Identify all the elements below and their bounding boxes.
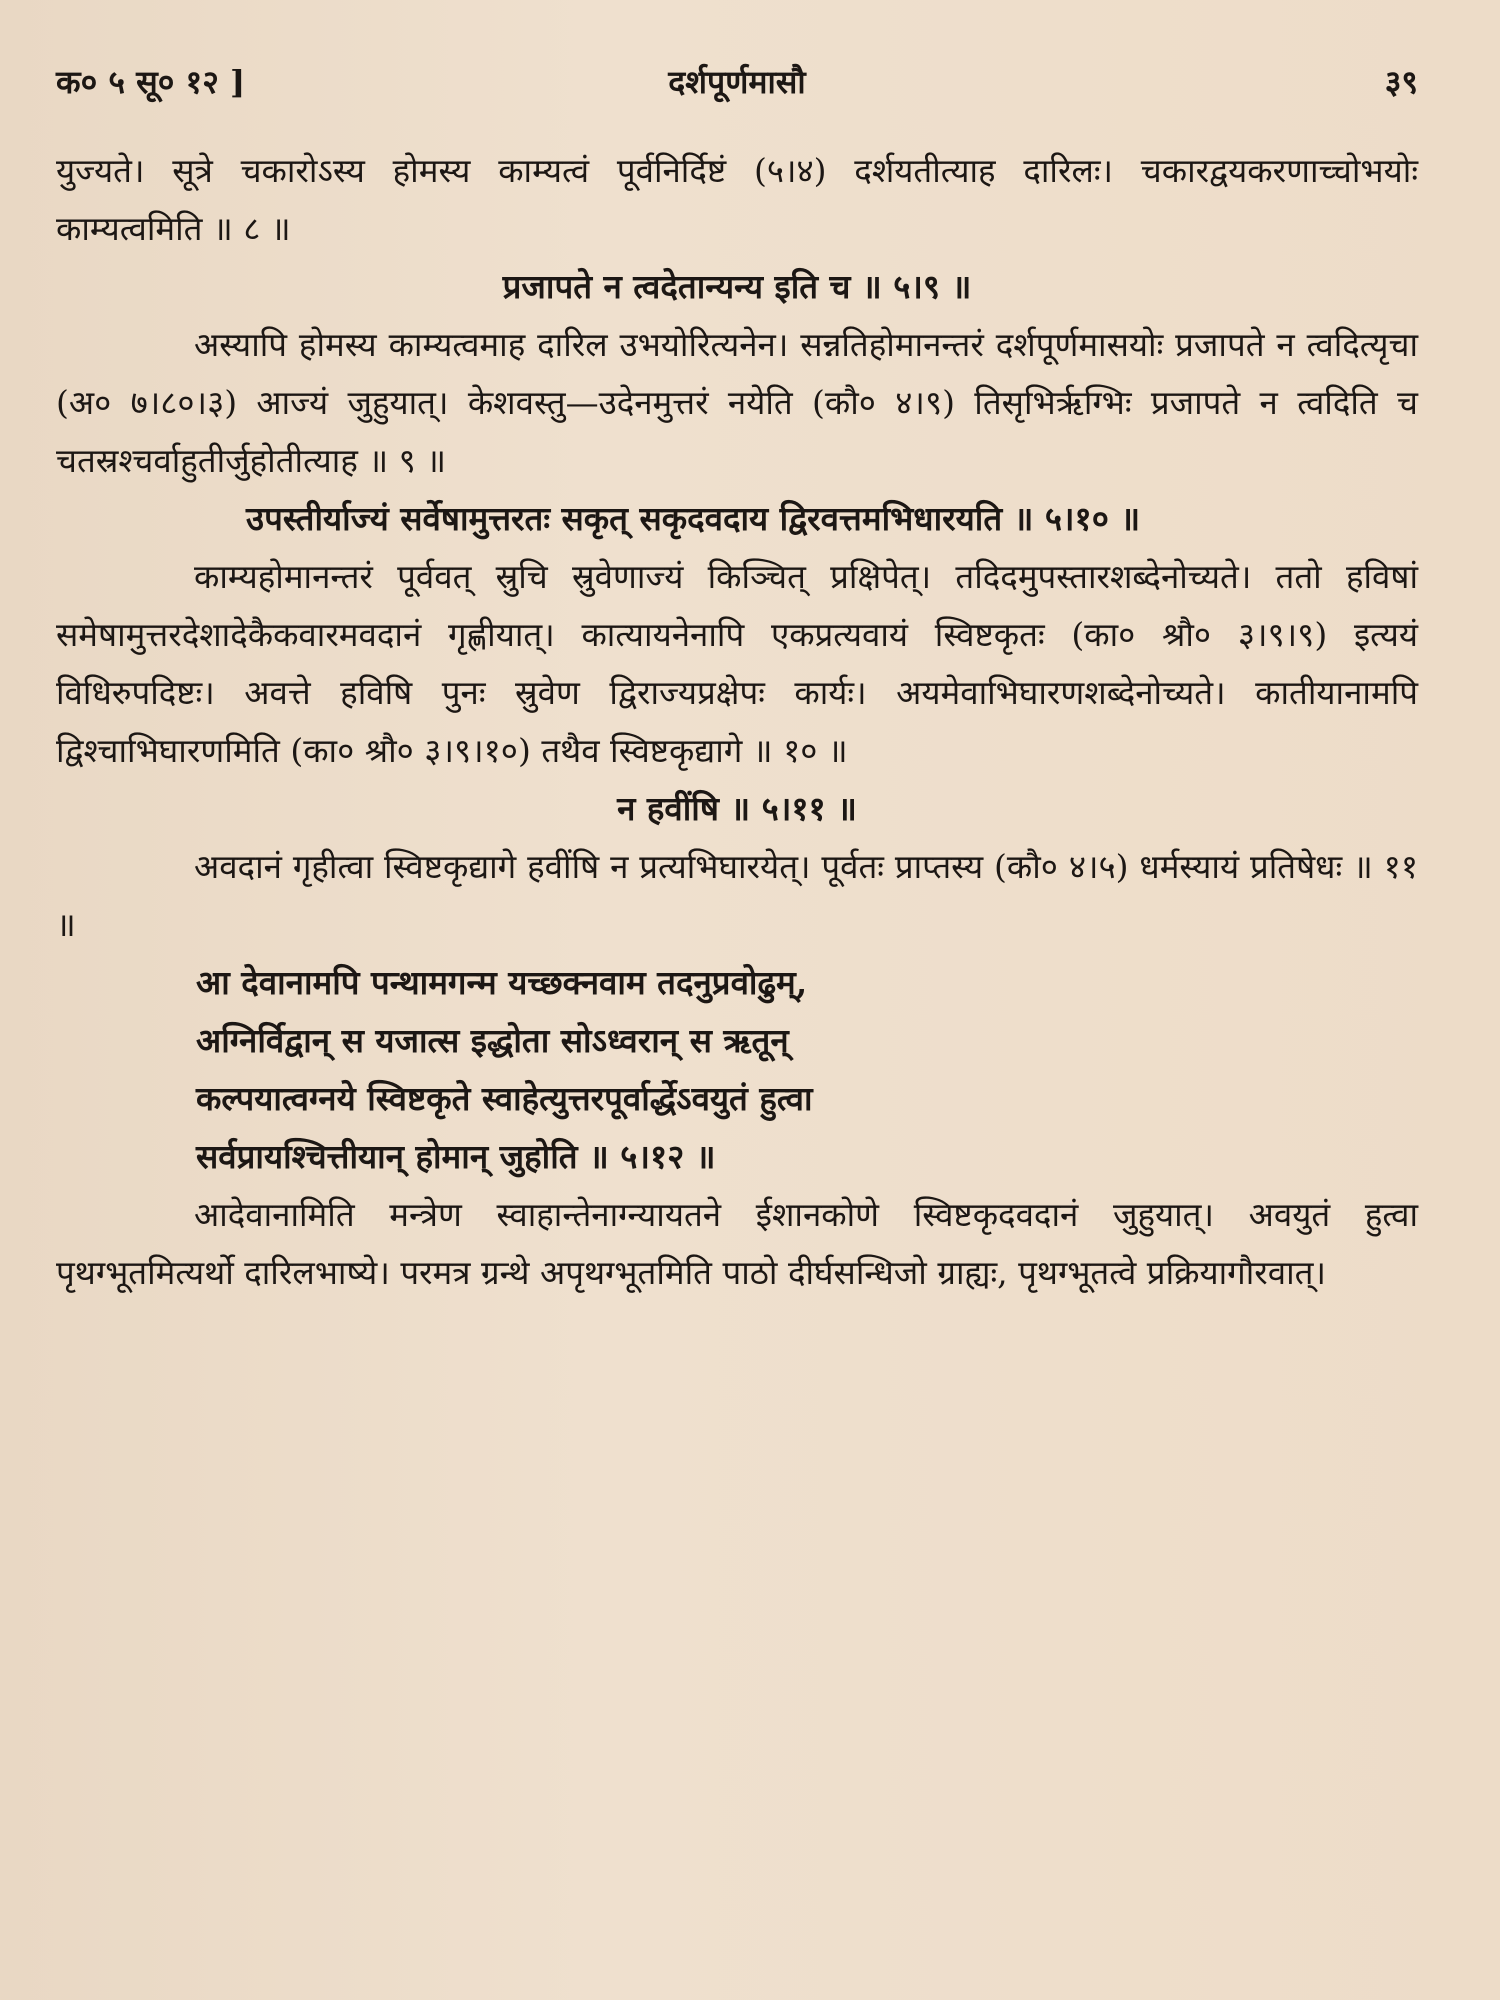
mantra-line: अग्निर्विद्वान् स यजात्स इद्धोता सोऽध्वरान् स ऋतून् <box>196 1021 789 1060</box>
sutra-heading: न हवींषि ॥ ५।११ ॥ <box>617 789 857 828</box>
running-head <box>56 52 1418 112</box>
commentary-paragraph: काम्यहोमानन्तरं पूर्ववत् स्रुचि स्रुवेणाज्यं किञ्चित् प्रक्षिपेत्। तदिदमुपस्तारशब्देनोच्यते। ततो हविषां समेषामुत्तरदेशादेकैकवारमवदानं गृह्णीयात्। कात्यायनेनापि एकप्रत्यवायं स्विष्टकृतः (का० श्रौ० ३।९।९) इत्ययं विधिरुपदिष्टः। अवत्ते हविषि पुनः स्रुवेण द्विराज्यप्रक्षेपः कार्यः। अयमेवाभिघारणशब्देनोच्यते। कातीयानामपि द्विश्चाभिघारणमिति (का० श्रौ० ३।९।१०) तथैव स्विष्टकृद्यागे ॥ १० ॥ <box>56 557 1418 770</box>
page-number: ३९ <box>1384 63 1418 101</box>
commentary-paragraph: अस्यापि होमस्य काम्यत्वमाह दारिल उभयोरित्यनेन। सन्नतिहोमानन्तरं दर्शपूर्णमासयोः प्रजापते न त्वदित्यृचा (अ० ७।८०।३) आज्यं जुहुयात्। केशवस्तु—उदेनमुत्तरं नयेति (कौ० ४।९) तिसृभिर्ऋग्भिः प्रजापते न त्वदिति च चतस्रश्चर्वाहुतीर्जुहोतीत्याह ॥ ९ ॥ <box>56 325 1418 480</box>
page-title: दर्शपूर्णमासौ <box>668 63 806 101</box>
mantra-line: कल्पयात्वग्नये स्विष्टकृते स्वाहेत्युत्तरपूर्वार्द्धेऽवयुतं हुत्वा <box>196 1079 813 1118</box>
sutra-heading: उपस्तीर्याज्यं सर्वेषामुत्तरतः सकृत् सकृदवदाय द्विरवत्तमभिधारयति ॥ ५।१० ॥ <box>246 499 1141 538</box>
mantra-line: सर्वप्रायश्चित्तीयान् होमान् जुहोति ॥ ५।१२ ॥ <box>196 1137 716 1176</box>
page-body <box>56 142 1418 1302</box>
mantra-line: आ देवानामपि पन्थामगन्म यच्छक्नवाम तदनुप्रवोढुम्, <box>196 963 808 1002</box>
commentary-paragraph: अवदानं गृहीत्वा स्विष्टकृद्यागे हवींषि न प्रत्यभिघारयेत्। पूर्वतः प्राप्तस्य (कौ० ४।५) धर्मस्यायं प्रतिषेधः ॥ ११ ॥ <box>56 847 1418 944</box>
sutra-heading: प्रजापते न त्वदेतान्यन्य इति च ॥ ५।९ ॥ <box>502 267 972 306</box>
section-reference: क० ५ सू० १२ ] <box>56 63 246 101</box>
mantra-sutra <box>56 954 1418 1186</box>
commentary-paragraph: युज्यते। सूत्रे चकारोऽस्य होमस्य काम्यत्वं पूर्वनिर्दिष्टं (५।४) दर्शयतीत्याह दारिलः। चकारद्वयकरणाच्चोभयोः काम्यत्वमिति ॥ ८ ॥ <box>56 151 1418 248</box>
commentary-paragraph: आदेवानामिति मन्त्रेण स्वाहान्तेनाग्न्यायतने ईशानकोणे स्विष्टकृदवदानं जुहुयात्। अवयुतं हुत्वा पृथग्भूतमित्यर्थो दारिलभाष्ये। परमत्र ग्रन्थे अपृथग्भूतमिति पाठो दीर्घसन्धिजो ग्राह्यः, पृथग्भूतत्वे प्रक्रियागौरवात्। <box>56 1195 1418 1292</box>
